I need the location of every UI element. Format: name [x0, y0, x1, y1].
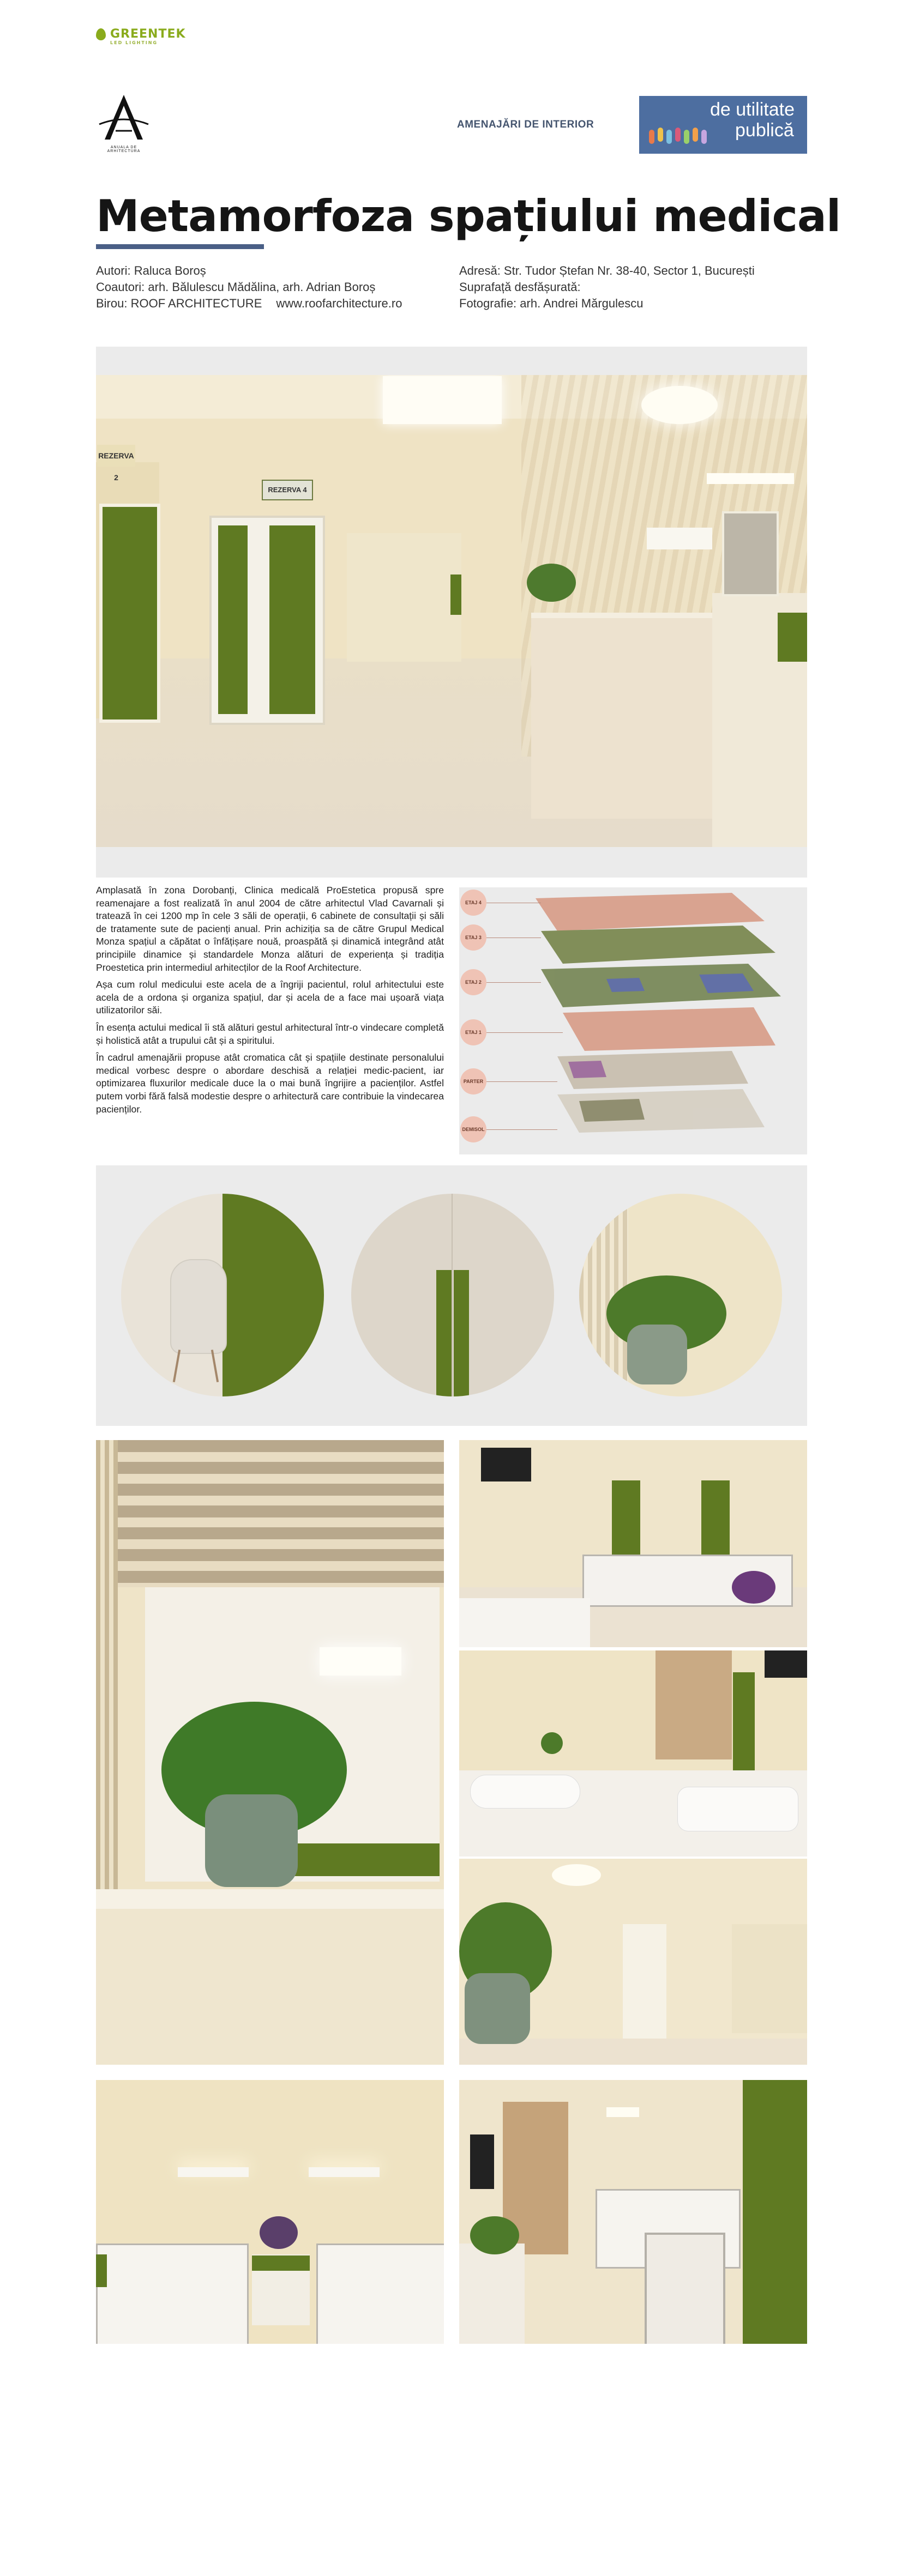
credits-right	[459, 263, 755, 312]
hospital-bed	[645, 2233, 725, 2344]
axonometric-floor-plans	[459, 887, 807, 1154]
green-cabinet	[778, 613, 807, 662]
hero-photo-corridor	[96, 375, 807, 847]
paragraph: Așa cum rolul medicului este acela de a îngriji pacientul, rolul arhitectului este acela de a ordona și organiza spațiul, dar și acela de a face mai ușoară viața utilizatorilor săi.	[96, 979, 444, 1016]
green-wall-panel	[743, 2080, 807, 2344]
chair	[170, 1259, 227, 1354]
person-icon	[701, 130, 707, 144]
credits-left	[96, 263, 402, 312]
detail-photo-chair	[121, 1194, 324, 1396]
level-label: ETAJ 4	[460, 890, 486, 916]
ceiling-light	[606, 2107, 639, 2117]
brand-name: GREENTEK	[110, 27, 186, 41]
tv	[765, 1650, 807, 1678]
arch-caption: ANUALA DE ARHITECTURA	[107, 146, 141, 153]
title-underline	[96, 244, 264, 249]
corridor-door-far	[450, 575, 461, 615]
category-label: AMENAJĂRI DE INTERIOR	[457, 119, 594, 130]
ceiling-light	[383, 376, 502, 424]
tv	[481, 1448, 531, 1481]
website-link[interactable]: www.roofarchitecture.ro	[276, 297, 402, 310]
office-line	[96, 295, 402, 312]
ceiling-light	[641, 386, 718, 424]
address: Adresă: Str. Tudor Ștefan Nr. 38-40, Sector 1, București	[459, 264, 755, 277]
page-title: Metamorfoza spațiului medical	[96, 191, 841, 241]
pillow	[470, 1775, 580, 1809]
level-label: PARTER	[460, 1068, 486, 1095]
tv	[470, 2134, 494, 2189]
counter-top	[96, 1889, 444, 1909]
ceiling-light	[320, 1647, 401, 1676]
slatted-ceiling	[96, 1440, 444, 1587]
folded-blanket	[677, 1787, 798, 1831]
person-icon	[693, 128, 698, 142]
pot	[627, 1325, 687, 1384]
reception-desk	[531, 613, 717, 819]
hospital-bed	[96, 2244, 249, 2344]
rezerva-2-sign: REZERVA 2	[97, 445, 135, 467]
flowers	[260, 2216, 298, 2249]
level-label: ETAJ 2	[460, 969, 486, 995]
photo-patient-room-2	[459, 1650, 807, 1857]
green-door-panel	[218, 525, 248, 714]
paragraph: În esența actului medical îi stă alături gestul arhitectural într-o vindecare completă și holistică atât a trupului cât și a spiritului.	[96, 1021, 444, 1046]
public-utility-badge	[639, 96, 807, 154]
hospital-bed	[316, 2244, 444, 2344]
photo-fern-counter	[96, 1440, 444, 2065]
paragraph: Amplasată în zona Dorobanți, Clinica medicală ProEstetica propusă spre reamenajare a fost realizată în anul 2004 de către arhitectul Vlad Cavarnali și tratează în cei 1200 mp în cele 3 săli de operații, 6 cabinete de consultații și săli de tratamente sute de pacienți anual. Prin achiziția sa de către Grupul Medical Monza spațiul a căpătat o înfățișare nouă, proaspătă și dinamică integrând atât principiile dinamice și standardele Monza alături de experiența și tradiția Proestetica prin intermediul arhitecților de la Roof Architecture.	[96, 885, 444, 973]
article-body	[96, 884, 444, 1120]
area: Suprafață desfășurată:	[459, 280, 581, 294]
level-label: ETAJ 3	[460, 924, 486, 951]
photo-patient-room-1	[459, 1440, 807, 1647]
architecture-a-icon	[94, 93, 154, 142]
plant	[470, 2216, 519, 2254]
photo-credit: Fotografie: arh. Andrei Mărgulescu	[459, 297, 644, 310]
person-icon	[666, 130, 672, 144]
photo-corridor-fern	[459, 1859, 807, 2065]
pot	[465, 1973, 530, 2044]
person-icon	[684, 130, 689, 144]
floor-plan-panel	[459, 887, 807, 1154]
detail-photo-handle	[351, 1194, 554, 1396]
green-door-left	[99, 504, 160, 723]
plant	[527, 564, 576, 602]
rezerva-4-sign: REZERVA 4	[262, 480, 313, 500]
leaf-icon	[96, 28, 106, 40]
cabinet	[459, 2244, 525, 2344]
architecture-annual-logo	[94, 93, 154, 153]
window	[722, 511, 779, 596]
detail-photo-plant	[579, 1194, 782, 1396]
person-icon	[675, 128, 681, 142]
greentek-logo	[96, 28, 186, 45]
hospital-bed	[459, 1598, 590, 1647]
coauthors: Coautori: arh. Bălulescu Mădălina, arh. Adrian Boroș	[96, 280, 376, 294]
level-label: ETAJ 1	[460, 1019, 486, 1045]
curtain	[656, 1650, 732, 1759]
green-door-panel	[269, 525, 315, 714]
level-label: DEMISOL	[460, 1116, 486, 1142]
person-icon	[649, 130, 654, 144]
paragraph: În cadrul amenajării propuse atât cromatica cât și spațiile destinate personalului medical vorbesc despre o abordare deschisă a relației medic-pacient, iar optimizarea fluxurilor medicale duce la o mai bună îngrijire a pacienților. Astfel putem vorbi fără falsă modestie despre o arhitectură care contribuie la vindecarea pacienților.	[96, 1052, 444, 1115]
photo-two-beds	[96, 2080, 444, 2344]
person-icon	[658, 128, 663, 142]
ceiling-light	[707, 473, 794, 484]
flowers	[732, 1571, 775, 1604]
photo-patient-room-3	[459, 2080, 807, 2344]
office: Birou: ROOF ARCHITECTURE	[96, 297, 262, 310]
authors: Autori: Raluca Boroș	[96, 264, 206, 277]
badge-line2: publică	[735, 120, 794, 141]
badge-line1: de utilitate	[710, 99, 795, 120]
air-conditioner	[647, 528, 712, 549]
plant	[541, 1732, 563, 1754]
ceiling-light	[552, 1864, 601, 1886]
brand-sub: LED LIGHTING	[110, 40, 158, 45]
pot	[205, 1794, 298, 1887]
